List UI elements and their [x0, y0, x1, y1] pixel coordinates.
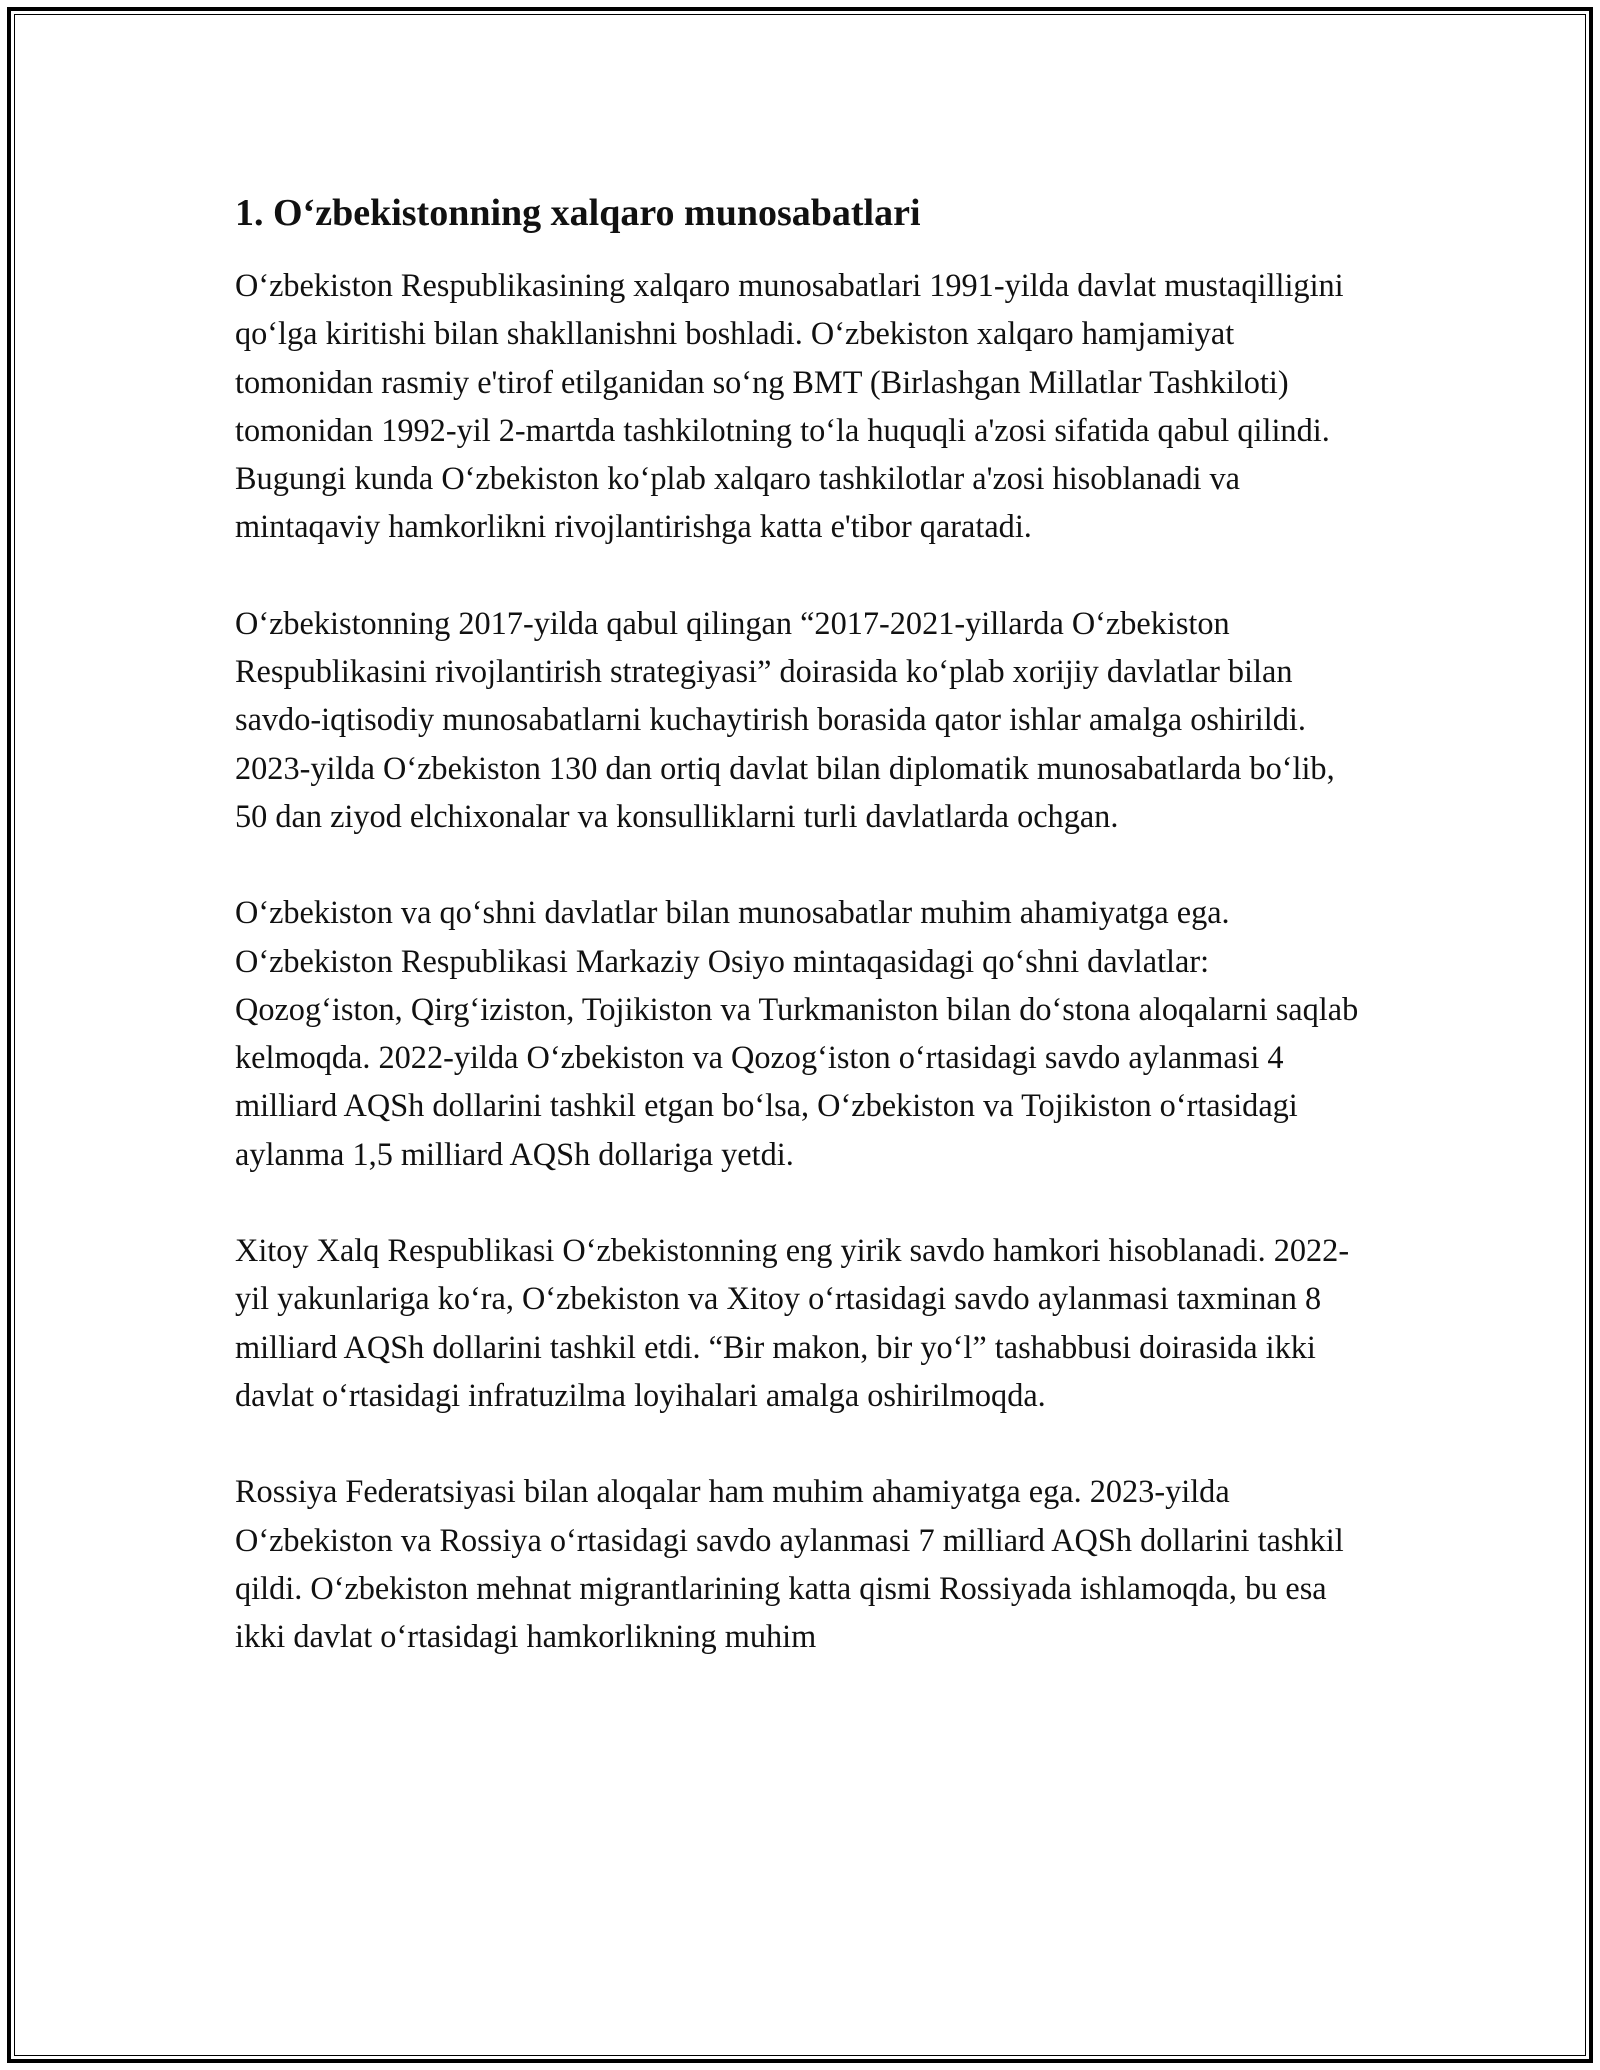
paragraph-5: Rossiya Federatsiyasi bilan aloqalar ham muhim ahamiyatga ega. 2023-yilda O‘zbekiston va Rossiya o‘rtasidagi savdo aylanmasi 7 milliard AQSh dollarini tashkil qildi. O‘zbekiston mehnat migrantlarining katta qismi Rossiyada ishlamoqda, bu esa ikki davlat o‘rtasidagi hamkorlikning muhim	[235, 1473, 1344, 1655]
section-title: 1. O‘zbekistonning xalqaro munosabatlari	[235, 192, 921, 234]
paragraph-3: O‘zbekiston va qo‘shni davlatlar bilan munosabatlar muhim ahamiyatga ega. O‘zbekiston Respublikasi Markaziy Osiyo mintaqasidagi qo‘shni davlatlar: Qozog‘iston, Qirg‘iziston, Tojikiston va Turkmaniston bilan do‘stona aloqalarni saqlab kelmoqda. 2022-yilda O‘zbekiston va Qozog‘iston o‘rtasidagi savdo aylanmasi 4 milliard AQSh dollarini tashkil etgan bo‘lsa, O‘zbekiston va Tojikiston o‘rtasidagi aylanma 1,5 milliard AQSh dollariga yetdi.	[235, 894, 1359, 1172]
paragraph-1: O‘zbekiston Respublikasining xalqaro munosabatlari 1991-yilda davlat mustaqilligini qo‘lga kiritishi bilan shakllanishni boshladi. O‘zbekiston xalqaro hamjamiyat tomonidan rasmiy e'tirof etilganidan so‘ng BMT (Birlashgan Millatlar Tashkiloti) tomonidan 1992-yil 2-martda tashkilotning to‘la huquqli a'zosi sifatida qabul qilindi. Bugungi kunda O‘zbekiston ko‘plab xalqaro tashkilotlar a'zosi hisoblanadi va mintaqaviy hamkorlikni rivojlantirishga katta e'tibor qaratadi.	[235, 267, 1344, 545]
paragraph-2: O‘zbekistonning 2017-yilda qabul qilingan “2017-2021-yillarda O‘zbekiston Respublikasini rivojlantirish strategiyasi” doirasida ko‘plab xorijiy davlatlar bilan savdo-iqtisodiy munosabatlarni kuchaytirish borasida qator ishlar amalga oshirildi. 2023-yilda O‘zbekiston 130 dan ortiq davlat bilan diplomatik munosabatlarda bo‘lib, 50 dan ziyod elchixonalar va konsulliklarni turli davlatlarda ochgan.	[235, 604, 1335, 834]
document-body	[235, 185, 1375, 1660]
paragraph-4: Xitoy Xalq Respublikasi O‘zbekistonning eng yirik savdo hamkori hisoblanadi. 2022-yil yakunlariga ko‘ra, O‘zbekiston va Xitoy o‘rtasidagi savdo aylanmasi taxminan 8 milliard AQSh dollarini tashkil etdi. “Bir makon, bir yo‘l” tashabbusi doirasida ikki davlat o‘rtasidagi infratuzilma loyihalari amalga oshirilmoqda.	[235, 1232, 1350, 1413]
